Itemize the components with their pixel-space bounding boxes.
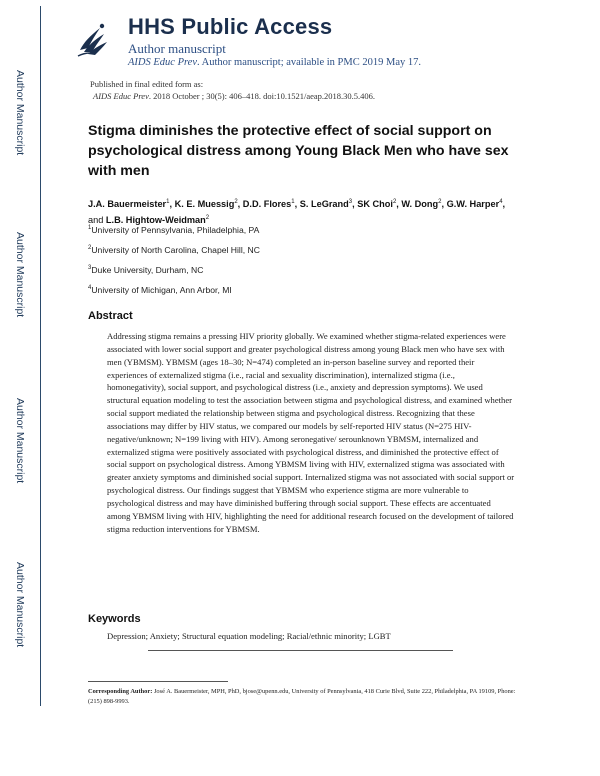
sidebar-label: Author Manuscript	[14, 232, 26, 318]
abstract-body: Addressing stigma remains a pressing HIV priority globally. We examined whether stigma-related experiences were associated with lower social support and greater psychological distress among young Black men who have sex with men (YBMSM). YBMSM (ages 18–30; N=474) completed an in-person baseline survey and reported their experiences of externalized stigma (i.e., racial and sexuality discrimination), internalized stigma (i.e., homonegativity), social support, and psychological distress (i.e., anxiety and depression symptoms). We used structural equation modeling to test the association between stigma and psychological distress, and examined whether social support mediated the relationship between stigma and psychological distress. Recognizing that these associations may differ by HIV status, we compared our models by self-reported HIV status (N=275 HIV-negative/unknown; N=199 living with HIV). Among seronegative/ serounknown YBMSM, internalized and externalized stigma were positively associated with psychological distress, and diminished the protective effect of social support on psychological distress. Among YBMSM living with HIV, externalized stigma was associated with greater anxiety symptoms and diminished social support. Internalized stigma was not associated with social support or psychological distress. Our findings suggest that YBMSM who experience stigma are more vulnerable to psychological distress and may have diminished buffering through social support. These effects are accentuated among YBMSM living with HIV, highlighting the need for additional research focused on the development of tailored stigma reduction interventions for YBMSM.	[107, 331, 515, 534]
author-name: G.W. Harper	[446, 199, 500, 210]
sidebar-label: Author Manuscript	[14, 398, 26, 484]
footnote-divider	[88, 681, 228, 682]
abstract-heading: Abstract	[88, 310, 133, 322]
author-name: D.D. Flores	[242, 199, 292, 210]
hhs-eagle-logo	[76, 20, 110, 58]
published-label: Published in final edited form as:	[90, 79, 204, 89]
author-name: W. Dong	[401, 199, 439, 210]
keywords-heading: Keywords	[88, 613, 141, 625]
affiliation: $^2$University of North Carolina, Chapel Hill, NC	[88, 245, 260, 255]
author-name: K. E. Muessig	[174, 199, 235, 210]
affiliation: $^4$University of Michigan, Ann Arbor, MI	[88, 285, 232, 295]
availability-line: AIDS Educ Prev. Author manuscript; available in PMC 2019 May 17.	[128, 57, 421, 68]
manuscript-label: Author manuscript	[128, 41, 226, 56]
page-title: HHS Public Access	[128, 14, 333, 39]
author-name: SK Choi	[357, 199, 393, 210]
citation: AIDS Educ Prev. 2018 October ; 30(5): 406–418. doi:10.1521/aeap.2018.30.5.406.	[93, 91, 376, 101]
author-name: J.A. Bauermeister	[88, 199, 167, 210]
affiliation: $^3$Duke University, Durham, NC	[88, 265, 204, 275]
affiliation: $^1$University of Pennsylvania, Philadelphia, PA	[88, 225, 260, 235]
keywords-list: Depression; Anxiety; Structural equation modeling; Racial/ethnic minority; LGBT	[107, 631, 391, 641]
publication-note	[90, 78, 375, 102]
article-title: Stigma diminishes the protective effect of social support on psychological distress among Young Black Men who have sex with men	[88, 123, 509, 179]
sidebar-divider	[40, 6, 41, 706]
author-list: J.A. Bauermeister$^1$, K. E. Muessig$^2$, D.D. Flores$^1$, S. LeGrand$^3$, SK Choi$^2$, W. Dong$^2$, G.W. Harper$^4$, and L.B. Hightow-Weidman$^2$	[88, 199, 506, 226]
author-name: S. LeGrand	[299, 199, 349, 210]
sidebar-label: Author Manuscript	[14, 70, 26, 156]
corresponding-author-footnote: Corresponding Author: José A. Bauermeister, MPH, PhD, bjose@upenn.edu, University of Pennsylvania, 418 Curie Blvd, Suite 222, Philadelphia, PA 19109, Phone: (215) 898-9993.	[88, 688, 516, 705]
sidebar-label: Author Manuscript	[14, 562, 26, 648]
section-divider	[148, 650, 453, 651]
author-name: L.B. Hightow-Weidman	[105, 215, 206, 226]
